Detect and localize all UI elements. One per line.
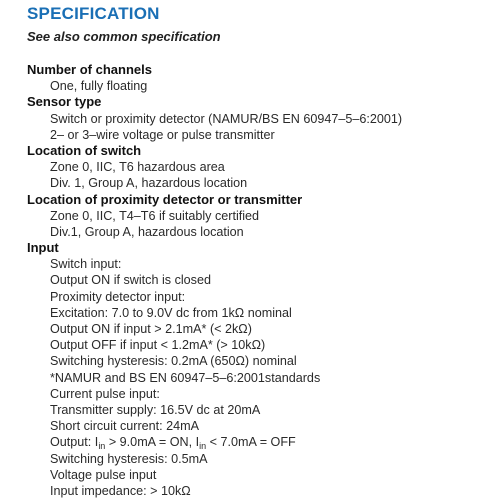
spec-line: Switch input: — [50, 257, 122, 272]
spec-line: Div. 1, Group A, hazardous location — [50, 176, 248, 191]
spec-line: Output ON if input > 2.1mA* (< 2kΩ) — [50, 322, 252, 336]
spec-line: 2– or 3–wire voltage or pulse transmitter — [50, 127, 275, 142]
section-heading-channels: Number of channels — [27, 62, 152, 77]
page-subtitle: See also common specification — [27, 29, 221, 44]
spec-line: One, fully floating — [50, 79, 148, 94]
output-middle: > 9.0mA = ON, I — [105, 435, 200, 450]
output-suffix: < 7.0mA = OFF — [206, 435, 296, 450]
spec-line: Zone 0, IIC, T6 hazardous area — [50, 160, 225, 175]
spec-line: Excitation: 7.0 to 9.0V dc from 1kΩ nominal — [50, 305, 292, 320]
section-heading-input: Input — [27, 240, 59, 256]
specification-list — [27, 62, 472, 499]
spec-line: Proximity detector input: — [50, 289, 186, 304]
spec-line: Short circuit current: 24mA — [50, 419, 200, 434]
section-heading-detector-location: Location of proximity detector or transmitter — [27, 191, 303, 207]
spec-line: Switching hysteresis: 0.2mA (650Ω) nominal — [50, 354, 297, 369]
spec-line: Input impedance: > 10kΩ — [50, 483, 191, 498]
section-heading-switch-location: Location of switch — [27, 142, 142, 158]
spec-line: *NAMUR and BS EN 60947–5–6:2001standards — [50, 370, 321, 385]
spec-line: Current pulse input: — [50, 386, 160, 401]
spec-line: Voltage pulse input — [50, 467, 157, 482]
spec-line: Div.1, Group A, hazardous location — [50, 224, 244, 239]
spec-line-output-thresholds — [27, 434, 472, 450]
spec-line: Transmitter supply: 16.5V dc at 20mA — [50, 402, 261, 417]
spec-line: Switch or proximity detector (NAMUR/BS EN 60947–5–6:2001) — [50, 111, 403, 126]
section-heading-sensor-type: Sensor type — [27, 94, 102, 110]
spec-line: Output ON if switch is closed — [50, 273, 211, 288]
output-prefix: Output: I — [50, 435, 99, 450]
spec-line: Output OFF if input < 1.2mA* (> 10kΩ) — [50, 338, 266, 353]
spec-line: Zone 0, IIC, T4–T6 if suitably certified — [50, 208, 260, 223]
subscript-in: in — [98, 441, 106, 452]
spec-line: Switching hysteresis: 0.5mA — [50, 451, 208, 466]
subscript-in: in — [199, 441, 207, 452]
page-title: SPECIFICATION — [27, 4, 160, 23]
